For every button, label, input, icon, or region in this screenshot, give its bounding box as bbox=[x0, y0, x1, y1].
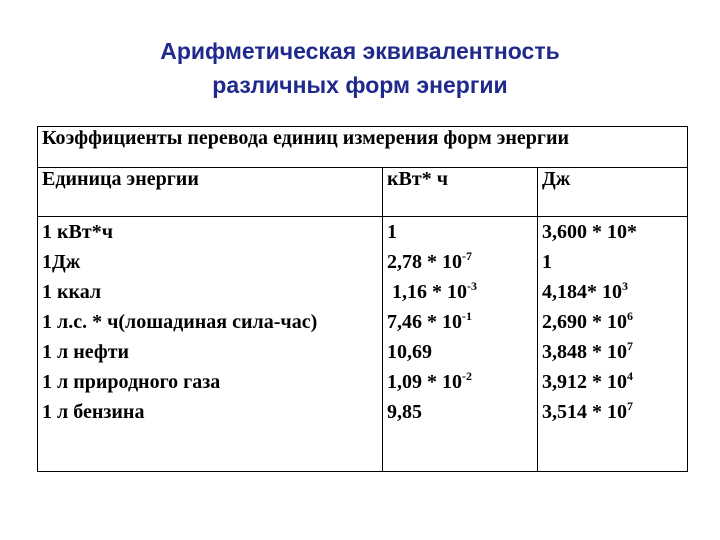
header-row bbox=[38, 168, 688, 217]
unit-cell: 1 л.с. * ч(лошадиная сила-час) bbox=[42, 311, 318, 333]
joule-cell: 1 bbox=[542, 251, 552, 273]
kwh-cell: 9,85 bbox=[387, 401, 422, 423]
joule-cell: 3,600 * 10* bbox=[542, 221, 637, 243]
units-column bbox=[38, 217, 383, 472]
kwh-column bbox=[383, 217, 538, 472]
joule-column bbox=[538, 217, 688, 472]
unit-cell: 1 кВт*ч bbox=[42, 221, 113, 243]
joule-cell: $2,690 * 10^6$ bbox=[542, 309, 633, 333]
title-line-2: различных форм энергии bbox=[212, 72, 508, 98]
kwh-cell: 1 bbox=[387, 221, 397, 243]
data-row bbox=[38, 217, 688, 472]
header-unit: Единица энергии bbox=[38, 168, 383, 217]
kwh-cell: $7,46 * 10^{-1}$ bbox=[387, 309, 472, 333]
kwh-cell: 10,69 bbox=[387, 341, 432, 363]
kwh-cell: $2,78 * 10^{-7}$ bbox=[387, 249, 472, 273]
table-caption: Коэффициенты перевода единиц измерения форм энергии bbox=[38, 127, 688, 168]
conversion-table bbox=[37, 126, 688, 472]
unit-cell: 1 ккал bbox=[42, 281, 102, 303]
header-kwh: кВт* ч bbox=[383, 168, 538, 217]
header-joule: Дж bbox=[538, 168, 688, 217]
joule-cell: $3,514 * 10^7$ bbox=[542, 399, 633, 423]
unit-cell: 1Дж bbox=[42, 251, 81, 273]
joule-cell: $3,912 * 10^4$ bbox=[542, 369, 633, 393]
unit-cell: 1 л нефти bbox=[42, 341, 130, 363]
joule-cell: 4,184* $10^3$ bbox=[542, 279, 628, 303]
caption-row bbox=[38, 127, 688, 168]
kwh-cell: $1,16 * 10^{-3}$ bbox=[387, 279, 477, 303]
kwh-cell: $1,09 * 10^{-2}$ bbox=[387, 369, 472, 393]
slide-title bbox=[0, 34, 720, 102]
title-line-1: Арифметическая эквивалентность bbox=[160, 38, 560, 64]
unit-cell: 1 л бензина bbox=[42, 401, 145, 423]
joule-cell: $3,848 * 10^7$ bbox=[542, 339, 633, 363]
unit-cell: 1 л природного газа bbox=[42, 371, 221, 393]
